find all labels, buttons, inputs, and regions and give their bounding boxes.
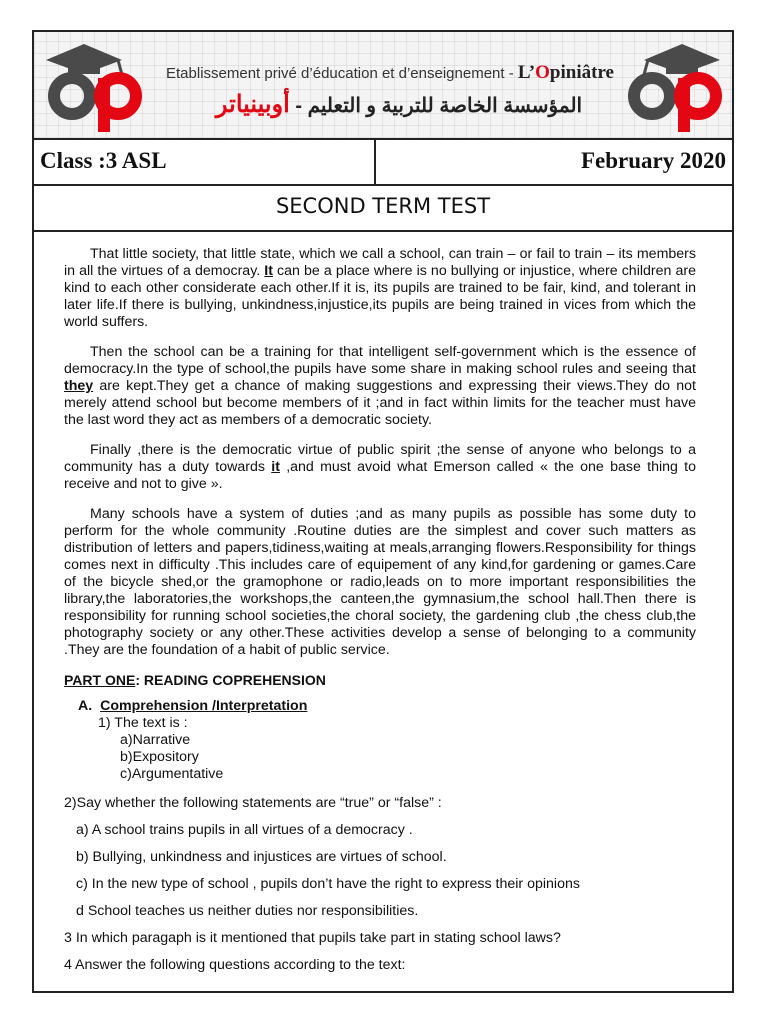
paragraph-3: Finally ,there is the democratic virtue of public spirit ;the sense of anyone who belongs to a community has a duty towards it ,and must avoid what Emerson called « the one base thing to receive and not to give ». [64, 442, 696, 492]
question-1-option: c)Argumentative [120, 766, 224, 782]
question-2: 2)Say whether the following statements are “true” or “false” : [64, 795, 442, 811]
statement-item: b) Bullying, unkindness and injustices are virtues of school. [76, 849, 447, 865]
arabic-description: المؤسسة الخاصة للتربية و التعليم - [295, 95, 583, 117]
school-name-french [166, 62, 614, 84]
statement-item: d School teaches us neither duties nor responsibilities. [76, 903, 419, 919]
question-4: 4 Answer the following questions according to the text: [64, 957, 406, 973]
class-label: Class :3 ASL [40, 148, 167, 173]
school-name-arabic [204, 90, 594, 119]
title-row [34, 184, 732, 232]
school-header [34, 32, 732, 140]
exam-body [64, 246, 696, 984]
question-3: 3 In which paragaph is it mentioned that pupils take part in stating school laws? [64, 930, 561, 946]
statement-item: c) In the new type of school , pupils don’t have the right to express their opinions [76, 876, 580, 892]
paragraph-2: Then the school can be a training for that intelligent self-government which is the essence of democracy.In the type of school,the pupils have some share in making school rules and seeing that they are kept.They get a chance of making suggestions and expressing their views.They do not merely attend school but become members of it ;and in fact within limits for the teacher must have the last word they act as members of a democratic society. [64, 344, 696, 428]
test-title: SECOND TERM TEST [275, 194, 491, 218]
brand-name-french: L’Opiniâtre [517, 62, 614, 83]
paragraph-1: That little society, that little state, which we call a school, can train – or fail to train – its members in all the virtues of a democray. It can be a place where is no bullying or injustice, where children are kind to each other considerate each other.If it is, its pupils are trained to be fair, kind, and tolerant in later life.If there is bullying, unkindness,injustice,its pupils are being trained in vices from which the world suffers. [64, 246, 696, 330]
french-description: Etablissement privé d’éducation et d’enseignement - [166, 65, 518, 82]
class-date-row [34, 138, 732, 186]
date-label: February 2020 [580, 148, 726, 173]
question-1-option: b)Expository [120, 749, 199, 765]
part-one-heading: PART ONE: READING COPREHENSION [64, 672, 326, 688]
section-a-heading: A. Comprehension /Interpretation [78, 698, 308, 714]
class-cell [34, 138, 376, 184]
question-1: 1) The text is : [98, 715, 188, 731]
paragraph-4: Many schools have a system of duties ;and as many pupils as possible has some duty to perform for the whole community .Routine duties are the simplest and cover such matters as distribution of letters and papers,tidiness,waiting at meals,arranging flowers.Responsibility for things comes next in difficulty .This includes care of equipement of any kind,for gardening or games.Care of the bicycle shed,or the gramophone or radio,leads on to more important responsibilities the library,the laboratories,the workshops,the canteen,the gymnasium,the school hall.Then there is responsibility for running school societies,the choral society, the gardening club ,the chess club,the photography society or any other.These activities develop a sense of belonging to a community .They are the foundation of a habit of public service. [64, 506, 696, 658]
school-logo-left [38, 38, 148, 134]
brand-name-arabic: أوبينياتر [215, 91, 290, 118]
school-logo-right [618, 38, 728, 134]
question-1-option: a)Narrative [120, 732, 191, 748]
exam-sheet [32, 30, 734, 993]
statement-item: a) A school trains pupils in all virtues of a democracy . [76, 822, 413, 838]
